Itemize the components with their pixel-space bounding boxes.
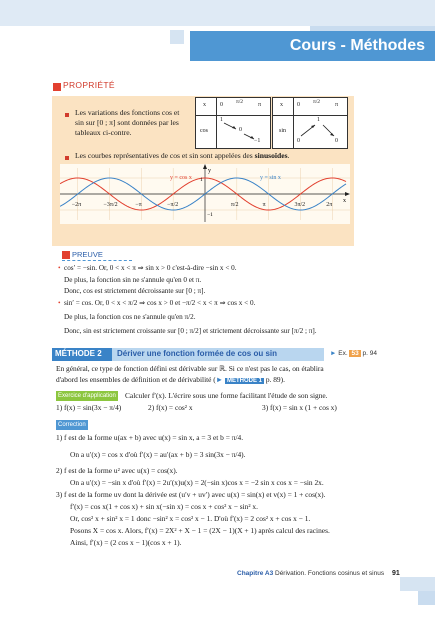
preuve-label: PREUVE xyxy=(72,250,103,259)
bullet-dot: • xyxy=(58,299,61,307)
preuve-divider xyxy=(62,260,132,261)
x-tick-label: 3π/2 xyxy=(294,202,306,208)
footer-decoration xyxy=(418,591,435,605)
x-axis-label: x xyxy=(343,198,346,204)
y-axis-label: y xyxy=(208,168,211,174)
correction-badge: Correction xyxy=(58,422,86,428)
preuve-line3: Donc, cos est strictement décroissante sur [0 ; π]. xyxy=(64,287,206,295)
question-2: 2) f(x) = cos² x xyxy=(148,403,193,412)
exercise-reference[interactable]: ► Ex. 53 p. 94 xyxy=(330,350,377,357)
preuve-marker xyxy=(62,251,70,259)
preuve-line6: Donc, sin est strictement croissante sur [0 ; π/2] et strictement décroissante sur [π/2 ; π]. xyxy=(64,327,317,335)
correction-line9: Ainsi, f′(x) = (2 cos x − 1)(cos x + 1). xyxy=(70,538,182,547)
footer-text: Dérivation. Fonctions cosinus et sinus xyxy=(275,570,385,577)
correction-line8: Posons X = cos x. Alors, f′(x) = 2X² + X − 1 = (2X − 1)(X + 1) après calcul des racines. xyxy=(70,526,330,535)
x-tick-label: π xyxy=(262,202,266,208)
footer-chapter: Chapitre A3 xyxy=(237,570,274,577)
correction-line7: Or, cos² x + sin² x = 1 donc −sin² x = cos² x − 1. D'où f′(x) = 2 cos² x + cos x − 1. xyxy=(70,514,311,523)
propriete-item2: Les courbes représentatives de cos et sin sont appelées des sinusoïdes. xyxy=(75,151,290,160)
preuve-line1: cos′ = −sin. Or, 0 < x < π ⇒ sin x > 0 c'est-à-dire −sin x < 0. xyxy=(64,264,237,272)
exercise-badge: Exercice d'application xyxy=(58,393,116,399)
correction-line1: 1) f est de la forme u(ax + b) avec u(x) = sin x, a = 3 et b = π/4. xyxy=(56,433,244,442)
preuve-line4: sin′ = cos. Or, 0 < x < π/2 ⇒ cos x > 0 et −π/2 < x < π ⇒ cos x < 0. xyxy=(64,299,256,307)
propriete-item1-line3: tableaux ci-contre. xyxy=(75,128,132,137)
propriete-label: PROPRIÉTÉ xyxy=(63,80,115,90)
methode-tag-text: MÉTHODE 2 xyxy=(55,349,102,358)
sin-curve-label: y = sin x xyxy=(260,175,281,181)
bullet xyxy=(65,113,69,117)
propriete-item1-line2: sin sur [0 ; π] sont données par les xyxy=(75,118,179,127)
correction-line5: 3) f est de la forme uv dont la dérivée est (u′v + uv′) avec u(x) = sin(x) et v(x) = 1 + cos(x). xyxy=(56,490,326,499)
correction-line4: On a u′(x) = −sin x d'où f′(x) = 2u′(x)u(x) = 2(−sin x)cos x = −2 sin x cos x = −sin 2x. xyxy=(70,478,324,487)
correction-line3: 2) f est de la forme u² avec u(x) = cos(x). xyxy=(56,466,178,475)
y-minus-one-label: −1 xyxy=(207,212,213,218)
sinusoid-graph xyxy=(60,164,350,224)
bullet xyxy=(65,156,69,160)
page-number: 91 xyxy=(392,570,400,577)
methode-title: Dériver une fonction formée de cos ou sin xyxy=(117,349,278,358)
section-marker xyxy=(53,83,61,91)
sin-variation-table: x 0 π/2 π sin 1 0 0 xyxy=(272,97,348,149)
exercise-statement: Calculer f′(x). L'écrire sous une forme facilitant l'étude de son signe. xyxy=(125,391,328,400)
x-tick-label: −π/2 xyxy=(167,202,179,208)
correction-line2: On a u′(x) = cos x d'où f′(x) = au′(ax + b) = 3 sin(3x − π/4). xyxy=(70,450,246,459)
bullet-dot: • xyxy=(58,264,61,272)
cos-curve-label: y = cos x xyxy=(170,175,192,181)
propriete-item1-line1: Les variations des fonctions cos et xyxy=(75,108,180,117)
correction-line6: f′(x) = cos x(1 + cos x) + sin x(−sin x) = cos x + cos² x − sin² x. xyxy=(70,502,258,511)
preuve-line5: De plus, la fonction cos ne s'annule qu'en π/2. xyxy=(64,313,196,321)
question-1: 1) f(x) = sin(3x − π/4) xyxy=(56,403,122,412)
page-title: Cours - Méthodes xyxy=(289,37,425,54)
x-tick-label: −3π/2 xyxy=(103,202,118,208)
cos-variation-table: x 0 π/2 π cos 1 0 −1 xyxy=(195,97,271,149)
x-tick-label: −π xyxy=(135,202,142,208)
preuve-line2: De plus, la fonction sin ne s'annule qu'en 0 et π. xyxy=(64,276,202,284)
methode-intro-line1: En général, ce type de fonction défini est dérivable sur ℝ. Si ce n'est pas le cas, on établira xyxy=(56,364,324,373)
header-decoration xyxy=(170,30,184,44)
x-tick-label: −2π xyxy=(71,202,82,208)
question-3: 3) f(x) = sin x (1 + cos x) xyxy=(262,403,337,412)
x-tick-label: π/2 xyxy=(230,202,239,208)
header-decoration xyxy=(0,0,435,26)
methode1-link[interactable]: MÉTHODE 1 xyxy=(226,378,262,384)
y-one-label: 1 xyxy=(200,177,203,183)
methode-intro-line2: d'abord les ensembles de définition et de dérivabilité (► MÉTHODE 1 p. 89). xyxy=(56,375,285,384)
footer-decoration xyxy=(400,577,435,591)
x-tick-label: 2π xyxy=(326,202,333,208)
